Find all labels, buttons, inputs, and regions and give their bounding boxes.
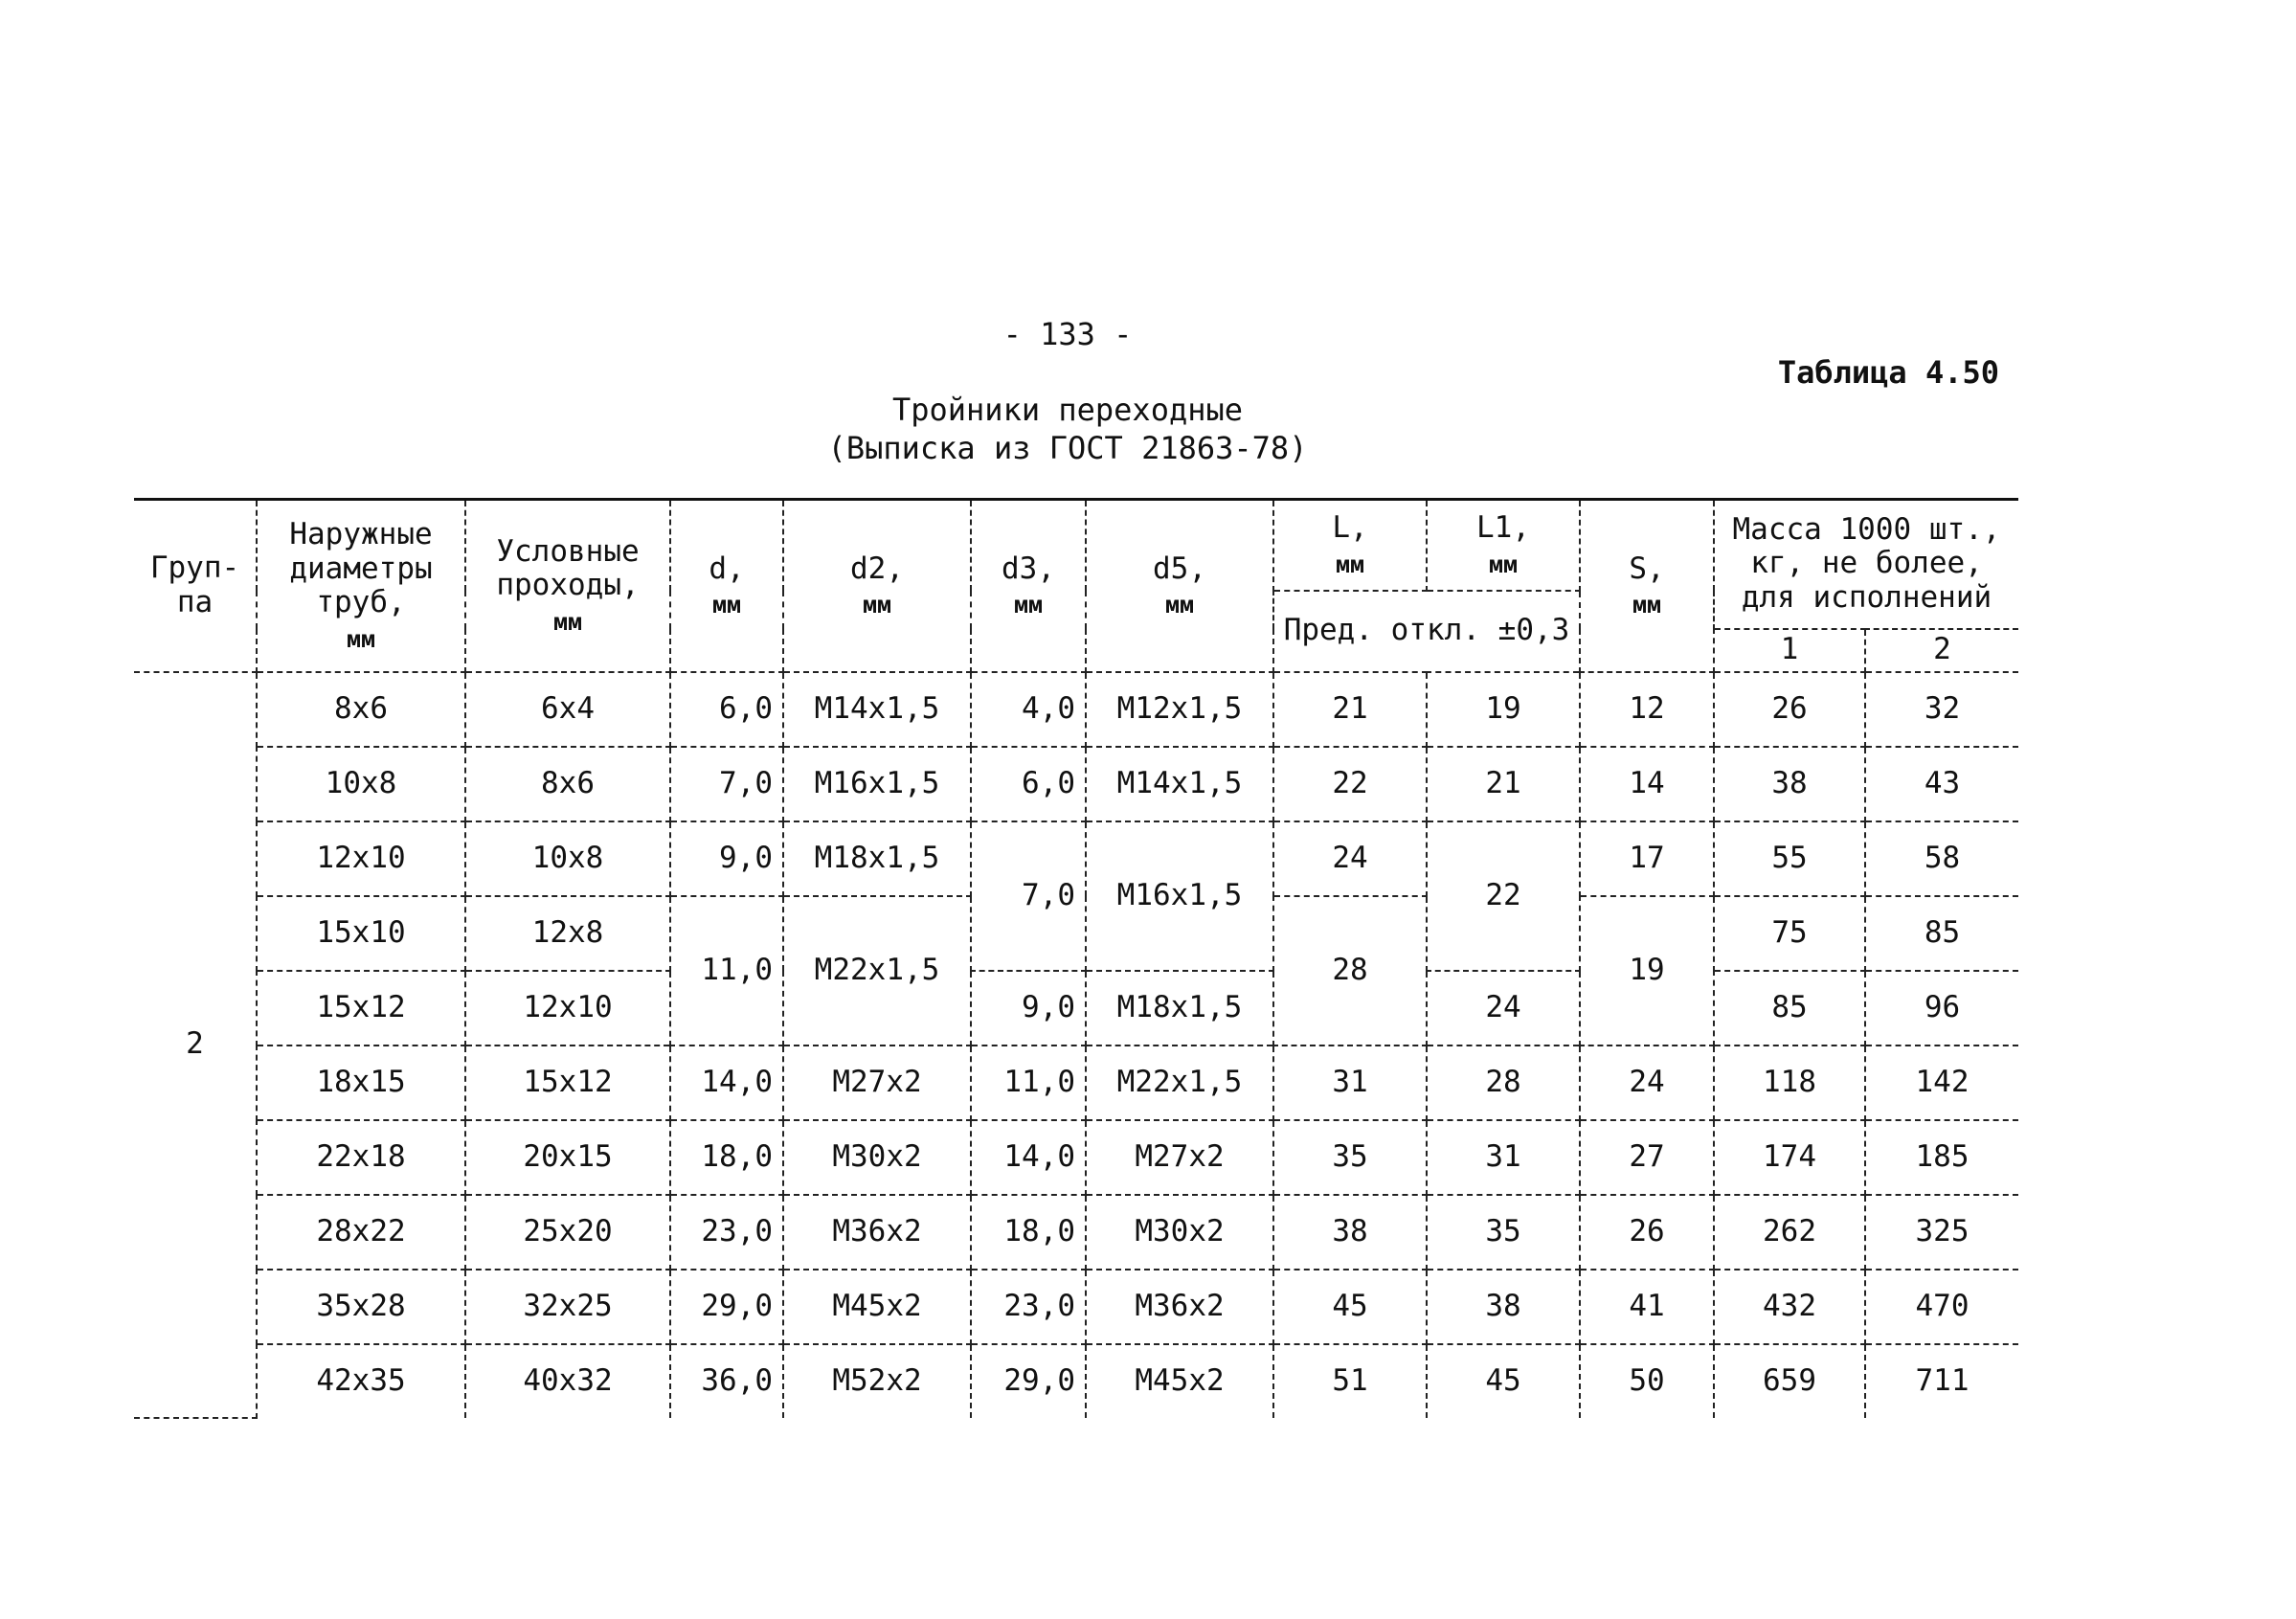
cell-mass-2: 185 xyxy=(1865,1120,2018,1195)
cell-d2: M18x1,5 xyxy=(783,821,971,896)
cell-mass-2: 96 xyxy=(1865,971,2018,1046)
header-d2: d2, мм xyxy=(783,500,971,672)
cell-L1: 24 xyxy=(1427,971,1580,1046)
cell-nominal: 12x10 xyxy=(465,971,670,1046)
cell-S: 19 xyxy=(1580,896,1714,1046)
cell-S: 27 xyxy=(1580,1120,1714,1195)
cell-d2: M45x2 xyxy=(783,1270,971,1344)
cell-nominal: 6x4 xyxy=(465,672,670,747)
cell-mass-2: 470 xyxy=(1865,1270,2018,1344)
table-title xyxy=(0,391,2135,467)
table-row xyxy=(134,1344,2018,1418)
cell-d2: M16x1,5 xyxy=(783,747,971,821)
header-L: L, мм xyxy=(1273,500,1427,591)
table-row xyxy=(134,1120,2018,1195)
cell-mass-1: 659 xyxy=(1714,1344,1865,1418)
cell-d3: 6,0 xyxy=(971,747,1086,821)
cell-d5: M14x1,5 xyxy=(1086,747,1273,821)
cell-nominal: 8x6 xyxy=(465,747,670,821)
group-cell: 2 xyxy=(134,672,257,1418)
cell-d: 36,0 xyxy=(670,1344,783,1418)
cell-outer: 10x8 xyxy=(257,747,465,821)
cell-mass-2: 58 xyxy=(1865,821,2018,896)
table-row xyxy=(134,971,2018,1046)
cell-outer: 35x28 xyxy=(257,1270,465,1344)
cell-d2: M14x1,5 xyxy=(783,672,971,747)
cell-d5: M36x2 xyxy=(1086,1270,1273,1344)
header-S: S, мм xyxy=(1580,500,1714,672)
cell-mass-1: 75 xyxy=(1714,896,1865,971)
cell-d: 23,0 xyxy=(670,1195,783,1270)
cell-L: 31 xyxy=(1273,1046,1427,1120)
cell-nominal: 15x12 xyxy=(465,1046,670,1120)
cell-outer: 12x10 xyxy=(257,821,465,896)
cell-d3: 29,0 xyxy=(971,1344,1086,1418)
cell-d5: M18x1,5 xyxy=(1086,971,1273,1046)
cell-mass-2: 85 xyxy=(1865,896,2018,971)
cell-outer: 8x6 xyxy=(257,672,465,747)
cell-d3: 14,0 xyxy=(971,1120,1086,1195)
cell-mass-1: 432 xyxy=(1714,1270,1865,1344)
cell-nominal: 32x25 xyxy=(465,1270,670,1344)
cell-S: 17 xyxy=(1580,821,1714,896)
cell-d3: 9,0 xyxy=(971,971,1086,1046)
cell-L: 21 xyxy=(1273,672,1427,747)
cell-S: 14 xyxy=(1580,747,1714,821)
cell-mass-1: 118 xyxy=(1714,1046,1865,1120)
header-outer-diameter: Наружные диаметры труб, мм xyxy=(257,500,465,672)
cell-L1: 28 xyxy=(1427,1046,1580,1120)
table-row xyxy=(134,1195,2018,1270)
cell-d: 7,0 xyxy=(670,747,783,821)
cell-L: 51 xyxy=(1273,1344,1427,1418)
cell-nominal: 12x8 xyxy=(465,896,670,971)
cell-d: 18,0 xyxy=(670,1120,783,1195)
cell-L1: 22 xyxy=(1427,821,1580,971)
cell-nominal: 20x15 xyxy=(465,1120,670,1195)
cell-d2: M36x2 xyxy=(783,1195,971,1270)
header-mass: Масса 1000 шт., кг, не более, для исполнений xyxy=(1714,500,2018,629)
cell-S: 50 xyxy=(1580,1344,1714,1418)
cell-mass-2: 43 xyxy=(1865,747,2018,821)
table-row xyxy=(134,821,2018,896)
cell-outer: 18x15 xyxy=(257,1046,465,1120)
cell-d2: M30x2 xyxy=(783,1120,971,1195)
cell-d3: 7,0 xyxy=(971,821,1086,971)
header-L1: L1, мм xyxy=(1427,500,1580,591)
header-d5: d5, мм xyxy=(1086,500,1273,672)
cell-d: 9,0 xyxy=(670,821,783,896)
cell-L: 28 xyxy=(1273,896,1427,1046)
cell-outer: 15x12 xyxy=(257,971,465,1046)
cell-L1: 35 xyxy=(1427,1195,1580,1270)
cell-outer: 22x18 xyxy=(257,1120,465,1195)
cell-S: 12 xyxy=(1580,672,1714,747)
header-mass-col-2: 2 xyxy=(1865,629,2018,672)
cell-d5: M30x2 xyxy=(1086,1195,1273,1270)
cell-d5: M45x2 xyxy=(1086,1344,1273,1418)
cell-S: 41 xyxy=(1580,1270,1714,1344)
cell-mass-2: 325 xyxy=(1865,1195,2018,1270)
cell-L: 22 xyxy=(1273,747,1427,821)
table-row xyxy=(134,747,2018,821)
cell-d3: 11,0 xyxy=(971,1046,1086,1120)
cell-d5: M16x1,5 xyxy=(1086,821,1273,971)
header-d3: d3, мм xyxy=(971,500,1086,672)
page-number: - 133 - xyxy=(1002,316,1133,352)
title-line-2: (Выписка из ГОСТ 21863-78) xyxy=(827,430,1308,466)
table-row xyxy=(134,1046,2018,1120)
table-row xyxy=(134,672,2018,747)
cell-mass-1: 38 xyxy=(1714,747,1865,821)
cell-mass-2: 32 xyxy=(1865,672,2018,747)
cell-d2: M22x1,5 xyxy=(783,896,971,1046)
cell-d5: M27x2 xyxy=(1086,1120,1273,1195)
cell-L: 38 xyxy=(1273,1195,1427,1270)
header-tolerance: Пред. откл. ±0,3 xyxy=(1273,591,1580,672)
cell-mass-1: 85 xyxy=(1714,971,1865,1046)
cell-d: 6,0 xyxy=(670,672,783,747)
cell-d5: M12x1,5 xyxy=(1086,672,1273,747)
table-label: Таблица 4.50 xyxy=(1777,354,1999,391)
cell-d3: 4,0 xyxy=(971,672,1086,747)
cell-L1: 45 xyxy=(1427,1344,1580,1418)
cell-mass-1: 26 xyxy=(1714,672,1865,747)
cell-d: 14,0 xyxy=(670,1046,783,1120)
cell-d3: 23,0 xyxy=(971,1270,1086,1344)
header-mass-col-1: 1 xyxy=(1714,629,1865,672)
header-group: Груп-па xyxy=(134,500,257,672)
cell-L1: 31 xyxy=(1427,1120,1580,1195)
cell-mass-1: 174 xyxy=(1714,1120,1865,1195)
cell-mass-1: 262 xyxy=(1714,1195,1865,1270)
cell-L1: 38 xyxy=(1427,1270,1580,1344)
cell-mass-1: 55 xyxy=(1714,821,1865,896)
table-row xyxy=(134,1270,2018,1344)
cell-d3: 18,0 xyxy=(971,1195,1086,1270)
cell-outer: 28x22 xyxy=(257,1195,465,1270)
cell-L: 45 xyxy=(1273,1270,1427,1344)
header-nominal-bore: Условные проходы, мм xyxy=(465,500,670,672)
cell-S: 26 xyxy=(1580,1195,1714,1270)
cell-mass-2: 711 xyxy=(1865,1344,2018,1418)
cell-S: 24 xyxy=(1580,1046,1714,1120)
cell-L: 35 xyxy=(1273,1120,1427,1195)
cell-L1: 21 xyxy=(1427,747,1580,821)
cell-nominal: 40x32 xyxy=(465,1344,670,1418)
cell-nominal: 25x20 xyxy=(465,1195,670,1270)
cell-nominal: 10x8 xyxy=(465,821,670,896)
cell-L: 24 xyxy=(1273,821,1427,896)
fittings-table xyxy=(134,498,2018,1419)
title-line-1: Тройники переходные xyxy=(891,392,1244,428)
cell-d2: M27x2 xyxy=(783,1046,971,1120)
header-d: d, мм xyxy=(670,500,783,672)
cell-L1: 19 xyxy=(1427,672,1580,747)
cell-outer: 42x35 xyxy=(257,1344,465,1418)
cell-d: 11,0 xyxy=(670,896,783,1046)
cell-d2: M52x2 xyxy=(783,1344,971,1418)
cell-d: 29,0 xyxy=(670,1270,783,1344)
cell-mass-2: 142 xyxy=(1865,1046,2018,1120)
cell-d5: M22x1,5 xyxy=(1086,1046,1273,1120)
cell-outer: 15x10 xyxy=(257,896,465,971)
